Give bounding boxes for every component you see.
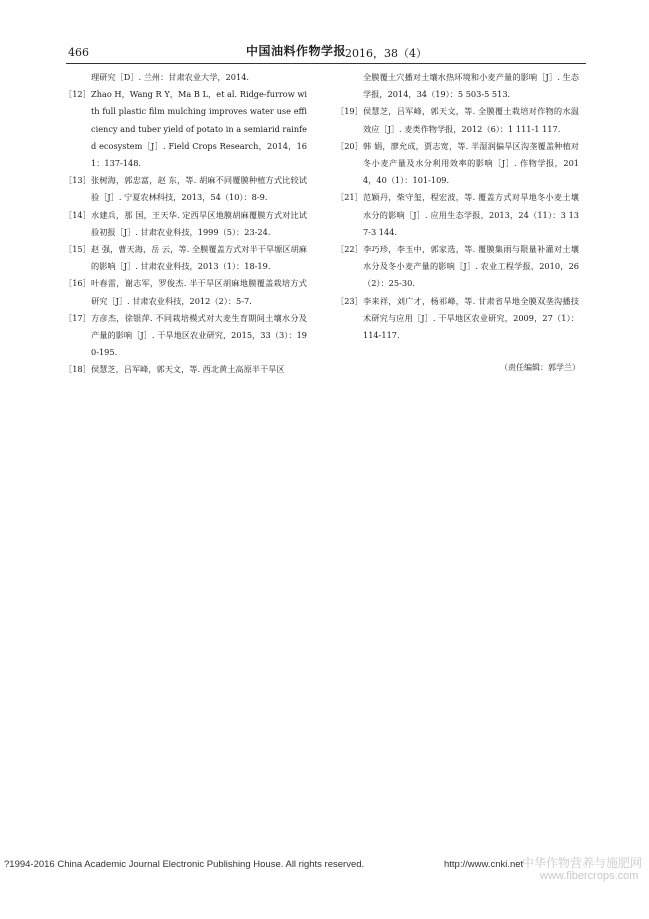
reference-number: ［16］ <box>64 278 91 289</box>
reference-number: ［19］ <box>336 106 363 117</box>
reference-number: ［14］ <box>64 209 91 220</box>
watermark-text: 中华作物营养与施肥网 <box>522 856 643 870</box>
reference-item <box>336 138 579 190</box>
reference-text: 侯慧芝，吕军峰，郭天文，等. 西北黄土高原半干旱区 <box>91 364 285 375</box>
reference-number: ［21］ <box>336 192 363 203</box>
reference-text: 韩 娟，廖允成，贾志宽，等. 半湿润偏旱区沟垄覆盖种植对冬小麦产量及水分利用效率的影响［J］. 作物学报，2014，40（1）：101-109. <box>363 140 579 186</box>
reference-text: 李巧珍，李玉中，郭家选，等. 覆膜集雨与限量补灌对土壤水分及冬小麦产量的影响［J］. 农业工程学报，2010，26（2）：25-30. <box>363 244 579 289</box>
page-number: 466 <box>68 46 89 59</box>
reference-text: 赵 强，曹天海，岳 云，等. 全膜覆盖方式对半干旱塬区胡麻的影响［J］. 甘肃农业科技，2013（1）：18-19. <box>91 244 307 272</box>
reference-item <box>64 275 307 309</box>
reference-number: ［22］ <box>336 244 363 255</box>
reference-number: ［23］ <box>336 295 363 306</box>
reference-text: Zhao H，Wang R Y，Ma B L，et al. Ridge-furrow with full plastic film mulching improves water use efficiency and tuber yield of potato in a semiarid rainfed ecosystem［J］. Field Crops Research，2014，161：137-148. <box>91 89 307 169</box>
reference-text: 张树海，郭忠富，赵 东，等. 胡麻不同覆膜种植方式比较试验［J］. 宁夏农林科技，2013，54（10）：8-9. <box>91 175 307 203</box>
reference-text: 水建兵，那 国，王天华. 定西旱区地膜胡麻覆膜方式对比试验初报［J］. 甘肃农业科技，1999（5）：23-24. <box>91 209 307 237</box>
footer-url[interactable]: http://www.cnki.net <box>444 859 524 870</box>
reference-list-left <box>64 69 307 379</box>
reference-item <box>64 86 307 172</box>
reference-number: ［18］ <box>64 364 91 375</box>
reference-item <box>336 189 579 241</box>
reference-item <box>336 293 579 345</box>
reference-item <box>64 172 307 206</box>
reference-item <box>64 241 307 275</box>
reference-number: ［20］ <box>336 140 363 151</box>
reference-text: 范颖丹，柴守玺，程宏波，等. 覆盖方式对旱地冬小麦土壤水分的影响［J］. 应用生态学报，2013，24（11）：3 137-3 144. <box>363 192 579 237</box>
reference-item <box>64 207 307 241</box>
reference-number: ［15］ <box>64 244 91 255</box>
watermark-url: www.fibercrops.com <box>540 870 639 882</box>
reference-list-right <box>336 69 579 344</box>
header-rule <box>66 63 586 64</box>
reference-continuation: 理研究［D］. 兰州：甘肃农业大学，2014. <box>91 72 250 82</box>
reference-number: ［17］ <box>64 312 91 323</box>
reference-number: ［13］ <box>64 175 91 186</box>
reference-item <box>64 310 307 362</box>
reference-item <box>64 361 307 378</box>
journal-title: 中国油料作物学报 <box>246 44 347 58</box>
reference-number: ［12］ <box>64 89 91 100</box>
reference-text: 侯慧芝，吕军峰，郭天文，等. 全膜覆土栽培对作物的水温效应［J］. 麦类作物学报，2012（6）：1 111-1 117. <box>363 106 579 134</box>
reference-item <box>336 103 579 137</box>
reference-item <box>336 241 579 293</box>
reference-continuation: 全膜覆土穴播对土壤水热环境和小麦产量的影响［J］. 生态学报，2014，34（19）：5 503-5 513. <box>363 72 579 100</box>
footer-copyright: ?1994-2016 China Academic Journal Electronic Publishing House. All rights reserved. <box>4 859 365 870</box>
journal-issue: 2016，38（4） <box>345 47 427 60</box>
reference-text: 李来祥，刘广才，杨祁峰，等. 甘肃省旱地全膜双垄沟播技术研究与应用［J］. 干旱地区农业研究，2009，27（1）：114-117. <box>363 295 579 341</box>
reference-text: 叶春雷，谢志军，罗俊杰. 半干旱区胡麻地膜覆盖栽培方式研究［J］. 甘肃农业科技，2012（2）：5-7. <box>91 278 307 306</box>
editor-note: （责任编辑：郭学兰） <box>500 363 580 372</box>
reference-text: 方彦杰，徐银萍. 不同栽培模式对大麦生育期间土壤水分及产量的影响［J］. 干旱地区农业研究，2015，33（3）：190-195. <box>91 312 307 358</box>
